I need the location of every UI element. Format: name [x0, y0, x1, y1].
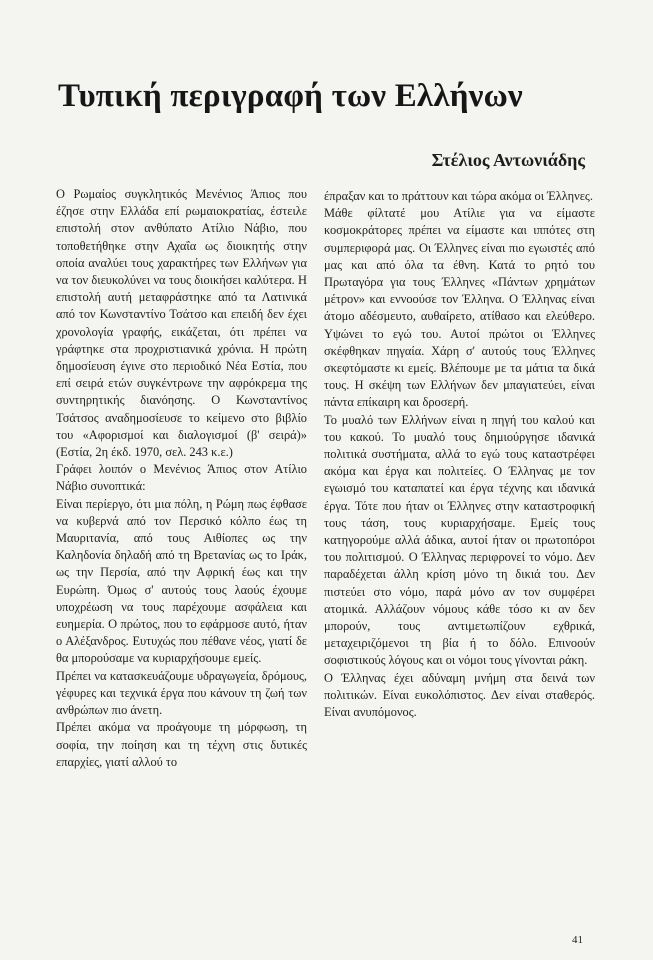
paragraph: Μάθε φίλτατέ μου Ατίλιε για να είμαστε κοσμοκράτορες πρέπει να είμαστε και ιππότες στη συμπεριφορά μας. Οι Έλληνες είναι πιο εγωιστές από μας και από όλα τα έθνη. Κατά το ρητό του Πρωταγόρα για τους Έλληνες «Πάντων χρημάτων μέτρον» και εννοούσε τον Έλληνα. Ο Έλληνας είναι άτομο αδέσμευτο, αυθαίρετο, ατίθασο και ελεύθερο. Υψώνει το εγώ του. Αυτοί πρώτοι οι Έλληνες σκέφθηκαν πηγαία. Χάρη σ' αυτούς τους Έλληνες σκεφτόμαστε κι εμείς. Βλέπουμε με τα μάτια τα δικά τους. Η σκέψη των Ελλήνων δεν μπαγιατεύει, είναι πάντα επίκαιρη και δροσερή. — [324, 206, 595, 410]
paragraph: Το μυαλό των Ελλήνων είναι η πηγή του καλού και του κακού. Το μυαλό τους δημιούργησε ιδανικά πολιτικά συστήματα, αλλά το εγώ τους καταστρέφει ακόμα και έργα και πολιτείες. Ο Έλληνας με τον εγωισμό του καταπατεί και έργα τέχνης και ιδανικά έργα. Τότε που ήταν οι Έλληνες στην καταστροφική τους τάση, τους κυριαρχήσαμε. Εμείς τους κατηγορούμε αλλά άδικα, αυτοί ήταν οι πρωτοπόροι του πολιτισμού. Ο Έλληνας περιφρονεί το νόμο. Δεν παραδέχεται άλλη κρίση μόνο τη δικιά του. Δεν πιστεύει στο νόμο, παρά μόνο αν τον συμφέρει ατομικά. Αλλάζουν νόμους κάθε τόσο κι αν δεν μπορούν, τους αντιμετωπίζουν εχθρικά, μεταχειριζόμενοι τη βία ή το δόλο. Επινοούν σοφιστικούς λόγους και οι νόμοι τους γίνονται ράκη. — [324, 412, 595, 668]
paragraph: Πρέπει ακόμα να προάγουμε τη μόρφωση, τη σοφία, την ποίηση και τη τέχνη στις δυτικές επαρχίες, γιατί αλλού το — [56, 720, 307, 769]
paragraph: Ο Έλληνας έχει αδύναμη μνήμη στα δεινά των πολιτικών. Είναι ευκολόπιστος. Δεν είναι σταθερός. Είναι ανυπόμονος. — [324, 670, 595, 720]
article-author: Στέλιος Αντωνιάδης — [431, 150, 585, 170]
paragraph: Γράφει λοιπόν ο Μενένιος Άπιος στον Ατίλιο Νάβιο συνοπτικά: — [56, 462, 307, 494]
paragraph: έπραξαν και το πράττουν και τώρα ακόμα οι Έλληνες. — [324, 189, 593, 203]
paragraph: Ο Ρωμαίος συγκλητικός Μενένιος Άπιος που έζησε στην Ελλάδα επί ρωμαιοκρατίας, έστειλε επιστολή στον ανθύπατο Ατίλιο Νάβιο, που τοποθετήθηκε στην Αχαΐα ως διοικητής στην οποία αναλύει τους χαρακτήρες των Ελλήνων για να τον διευκολύνει να τους διοικήσει καλύτερα. Η επιστολή αυτή μεταφράστηκε από τα Λατινικά από τον Κωνσταντίνο Τσάτσο και επειδή δεν έχει χρονολογία γραφής, εικάζεται, ότι πρέπει να γράφτηκε στα προχριστιανικά χρόνια. Η πρώτη δημοσίευση έγινε στο περιοδικό Νέα Εστία, που επί σειρά ετών συγκέντρωνε την αφρόκρεμα της συντηρητικής διανόησης. Ο Κωνσταντίνος Τσάτσος αναδημοσίευσε το κείμενο στο βιβλίο του «Αφορισμοί και διαλογισμοί (β' σειρά)» (Εστία, 2η έκδ. 1970, σελ. 243 κ.ε.) — [56, 187, 307, 460]
page-number: 41 — [572, 934, 583, 946]
article-title: Τυπική περιγραφή των Ελλήνων — [58, 78, 523, 114]
paragraph: Πρέπει να κατασκευάζουμε υδραγωγεία, δρόμους, γέφυρες και τεχνικά έργα που κάνουν τη ζωή των ανθρώπων πιο άνετη. — [56, 668, 307, 718]
right-column — [324, 188, 595, 721]
paragraph: Είναι περίεργο, ότι μια πόλη, η Ρώμη πως έφθασε να κυβερνά από τον Περσικό κόλπο έως τη Μαυριτανία, από τους Αιθίοπες ως την Καληδονία δηλαδή από τη Βρετανίας ως το Ιράκ, ως την Περσία, από την Αφρική έως και την Ευρώπη. Όμως σ' αυτούς τους λαούς έχουμε υποχρέωση να τους παρέχουμε ασφάλεια και ευημερία. Ο πρώτος, που το εφάρμοσε αυτό, ήταν ο Αλέξανδρος. Ευτυχώς που πέθανε νέος, γιατί δε θα μπορούσαμε να κυριαρχήσουμε εμείς. — [56, 496, 307, 666]
left-column — [56, 186, 307, 771]
